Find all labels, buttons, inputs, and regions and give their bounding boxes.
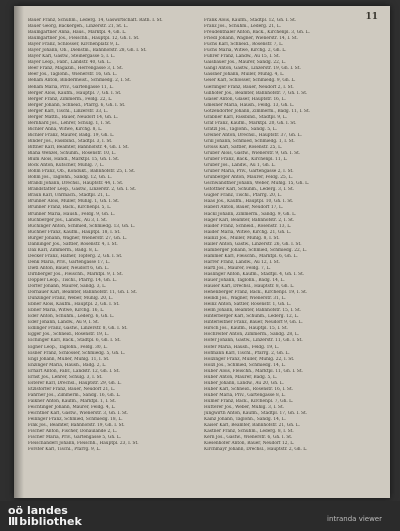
directory-entry: Brandl Johann, Drechsl., Hauptstr. 44, I. St. (28, 181, 124, 187)
directory-entry: Bichler Franz, Maurer, Badg. 19, Gh. L. (28, 132, 115, 138)
directory-entry: Bayer Leop., Fabr., Landstr. 40, Gh. L. (28, 60, 112, 66)
directory-entry: Gugler Franz, Tischl., Pfarrg. 20, L. (204, 193, 282, 199)
directory-entry: Hölzl Jos., Schmied, Schmiedg. 14, L. (204, 362, 286, 368)
directory-entry: Berger Franz, Zimmerm., Feldg. 22, L. (28, 96, 113, 102)
directory-entry: Hofmann Karl, Tischl., Pfarrg. 2, Gh. L. (204, 350, 290, 356)
directory-entry: Kirchmayr Johann, Drechsl., Hauptstr. 2, Gh. L. (204, 447, 308, 453)
directory-entry: Gruber Jos., Landw., Au 1, Gh. L. (204, 163, 276, 169)
directory-entry: Fischer Maria, Priv., Gartengasse 5, Gh. L. (28, 435, 122, 441)
directory-entry: Bauer Franz, Schuhm., Lederg. 14, Gaswirtschaft. Rath. I. St. (28, 18, 163, 23)
directory-entry: Hinterberger Karl, Schuhm., Lederg. 12, L. (204, 314, 299, 320)
directory-entry: Gaisbauer Jos., Maurer, Sandg. 22, L. (204, 60, 286, 66)
directory-entry: Hager Karl, Beamter, Bahnhofstr. 2, I. St. (204, 217, 295, 223)
directory-entry: Ebner Alois, Kaufm., Hauptpl. 2, Gh. I. St. (28, 302, 120, 308)
directory-entry: Braun Karl, Uhrmach., Stadtpl. 21, L. (28, 193, 110, 199)
directory-entry: Beham Maria, Priv., Gartengasse 11, L. (28, 84, 114, 90)
directory-entry: Dax Karl, Zimmerm., Badg. 8, L. (28, 247, 99, 253)
directory-entry: Dornauer Karl, Beamter, Bahnhofstr. 11, Gh. I. St. (28, 290, 138, 296)
directory-entry: Haller Anton, Gastw., Linzerstr. 26, Gh. I. St. (204, 241, 302, 247)
directory-entry: Beham Anton, Bindermeist., Schmiedg. 2, I. St. (28, 78, 132, 84)
directory-entry: Hartl Jos., Maurer, Feldg. 7, L. (204, 265, 271, 271)
directory-entry: Buchner Franz, Kaufm., Hauptpl. 18, I. St. (28, 229, 121, 235)
directory-entry: Eder Anton, Schuhm., Lederg. 6, Gh. L. (28, 314, 115, 320)
directory-entry: Eisner Franz, Schlosser, Schmiedg. 5, Gh. L. (28, 350, 126, 356)
directory-entry: Gruber Maria, Priv., Gartengasse 2, I. St. (204, 169, 294, 175)
directory-entry: Fischer Anton, Fischer, Donaulände 2, L. (28, 429, 118, 435)
directory-entry: Gschwandtner Johann, Weber, Mühlg. 15, Gh. L. (204, 181, 310, 187)
directory-entry: Graf Franz, Kaufm., Marktpl. 20, Gh. I. St. (204, 120, 297, 126)
directory-entry: Hirsch Jos., Kaufm., Hauptpl. 15, I. St. (204, 326, 288, 332)
directory-entry: Engl Johann, Müller, Mühlg. 11, I. St. (28, 356, 110, 362)
directory-entry: Feichtinger Johann, Maurer, Feldg. 4, L. (28, 405, 116, 410)
directory-entry: Hochreiter Anton, Zimmerm., Sandg. 28, L. (204, 332, 300, 338)
directory-entry: Blum Alois, Handl., Marktpl. 15, Gh. I. St. (28, 157, 120, 163)
directory-entry: Berger Johann, Schneid., Pfarrg. 6, Gh. I. St. (28, 102, 126, 108)
directory-entry: Ebner Maria, Witwe, Kirchg. 16, L. (28, 308, 105, 314)
directory-entry: Glaser Anton, Glaser, Hauptstr. 16, L. (204, 96, 286, 102)
directory-entry: Bayer Karl, Gastw., Steinergasse 5, I. L. (28, 54, 115, 60)
directory-entry: Gangl Anton, Gastw., Linzerstr. 19, Gh. I. St. (204, 66, 301, 72)
directory-entry: Haider Maria, Witwe, Kirchg. 21, Gh. L. (204, 229, 292, 235)
scanned-page (14, 6, 390, 498)
directory-entry: Heindl Jos., Wagner, Wienerstr. 31, L. (204, 296, 286, 302)
directory-entry: Berger Matth., Bauer, Neudorf 14, Gh. L. (28, 114, 118, 120)
directory-entry: Fuchs Maria, Witwe, Kirchg. 2, Gh. L. (204, 48, 287, 54)
directory-entry: Harrer Franz, Landw., Au 12, I. St. (204, 259, 280, 265)
directory-entry: Blaha Wenzel, Schuhm., Rosenstr. 10, L. (28, 151, 116, 157)
directory-entry: Eigner Leop., Taglöhn., Feldg. 30, L. (28, 344, 108, 350)
directory-entry: Hutterer Jos., Weber, Mühlg. 3, I. St. (204, 405, 285, 410)
directory-entry: Huber Karl, Schneid., Rosenstr. 16, I. St. (204, 386, 294, 392)
directory-entry: Brunner Maria, Haush., Feldg. 9, Gh. L. (28, 211, 115, 217)
directory-entry: Gstöttner Karl, Schuhm., Lederg. 3, I. St. (204, 187, 295, 193)
directory-entry: Baumgartner Jos., Fleischh., Hauptpl. 12, Gh. I. St. (28, 36, 140, 42)
directory-entry: Berger Karl, Tischl., Linzerstr. 33, L. (28, 108, 109, 114)
directory-entry: Huber Anton, Maurer, Badg. 5, L. (204, 374, 278, 380)
directory-entry: Hammer Karl, Fleischh., Marktpl. 6, Gh. L. (204, 253, 298, 259)
directory-entry: Heinz Anton, Sattler, Rosenstr. 1, Gh. L. (204, 302, 292, 308)
directory-entry: Feichtner Karl, Gastw., Wienerstr. 3, Gh. I. St. (28, 411, 129, 417)
directory-entry: Franz Jos., Schuhm., Lederg. 21, L. (204, 24, 282, 30)
directory-entry: Dorfer Johann, Maurer, Sandg. 3, L. (28, 284, 107, 290)
viewer-footer (0, 501, 400, 531)
directory-entry: Kiesenhofer Anton, Bauer, Neudorf 12, L. (204, 441, 295, 447)
directory-entry: Führer Franz, Landw., Au 15, I. St. (204, 54, 280, 60)
directory-entry: Humer Franz, Bäck., Kirchenpl. 7, Gh. L. (204, 398, 294, 404)
directory-entry: Doppler Leop., Tischl., Pfarrg. 14, Gh. L. (28, 278, 117, 284)
directory-entry: Grünberger Anton, Maurer, Feldg. 25, L. (204, 175, 293, 181)
directory-entry: Grill Johann, Schmied, Schmiedg. 1, I. St. (204, 138, 295, 144)
directory-entry: Jungwirth Anton, Kaufm., Stadtpl. 17, Gh. I. St. (204, 411, 308, 417)
directory-entry: Geier Karl, Schlosser, Schmiedg. 9, Gh. L. (204, 78, 296, 84)
directory-entry: Eichinger Karl, Bäck., Stadtpl. 6, Gh. I. St. (28, 338, 121, 344)
directory-entry: Brandstätter Leop., Gastw., Linzerstr. 2, Gh. I. St. (28, 187, 137, 193)
directory-entry: Esterer Karl, Drechsl., Hauptstr. 29, Gh. L. (28, 380, 122, 386)
directory-entry: Kainz Johann, Taglöhn., Sandg. 14, L. (204, 417, 286, 423)
directory-entry: Böhm Jos., Taglöhn., Sandg. 12, Gh. L. (28, 175, 112, 181)
directory-entry: Hainzl Jos., Müller, Mühlg. 8, I. St. (204, 235, 280, 241)
directory-entry: Beer Jos., Taglohn., Wienerstr. 16, Gh. L. (28, 72, 117, 78)
directory-entry: Friedl Johann, Wagner, Wienerstr. 14, I. St. (204, 36, 298, 42)
directory-entry: Kaiser Karl, Beamter, Bahnhofstr. 21, Gh. L. (204, 423, 300, 429)
directory-entry: Huber Maria, Priv., Gartengasse 8, L. (204, 392, 286, 398)
directory-entry: Groiss Karl, Sattler, Rosenstr. 25, L. (204, 144, 283, 150)
page-number: 11 (365, 12, 378, 22)
right-column (204, 18, 370, 453)
directory-entry: Baumgartner Anna, Haus., Marktpl. 4, Gh. L. (28, 30, 127, 36)
directory-entry: Etzlstorfer Franz, Bauer, Neudorf 21, L. (28, 386, 116, 392)
directory-entry: Bauer Georg, Backergeh., Linzerstr. 21, St. L. (28, 24, 128, 30)
directory-entry: Huber Johann, Landw., Au 20, Gh. L. (204, 380, 284, 386)
directory-entry: Fuchs Karl, Schneid., Rosenstr. 7, L. (204, 42, 284, 48)
directory-entry: Götzendorfer Johann, Zimmerm., Badg. 11, I. St. (204, 108, 311, 114)
directory-entry: Brunner Franz, Bäck., Kirchenpl. 5, L. (28, 205, 112, 211)
directory-entry: Bittner Karl, Beamter, Bahnhofstr. 4, Gh. I. St. (28, 144, 129, 150)
directory-entry: Dunzinger Franz, Weber, Mühlg. 20, L. (28, 296, 113, 302)
directory-entry: Hackl Johann, Zimmerm., Sandg. 9, Gh. L. (204, 211, 297, 217)
left-column (28, 18, 194, 453)
directory-entry: Enzinger Maria, Haush., Badg. 2, L. (28, 362, 107, 368)
logo-line-1: oö landes (8, 504, 68, 517)
directory-entry: Berger Alois, Kaufm., Hauptpl. 7, Gh. I. St. (28, 90, 122, 96)
directory-entry: Eder Johann, Landw., Au 9, I. St. (28, 320, 100, 326)
directory-entry: Gmeiner Maria, Haush., Feldg. 13, Gh. L. (204, 102, 295, 108)
directory-entry: Freudenthaler Anton, Bäck., Kirchenpl. 3, Gh. L. (204, 30, 310, 36)
directory-entry: Buchinger Anton, Schmied, Schmiedg. 13, Gh. L. (28, 223, 135, 229)
directory-entry: Fahrner Jos., Zimmerm., Sandg. 16, Gh. L. (28, 392, 121, 398)
directory-entry: Dirnberger Jos., Fleischh., Marktpl. 9, I. St. (28, 271, 123, 277)
directory-entry: Frank Alois, Kaufm., Stadtpl. 12, Gh. I. St. (204, 18, 297, 23)
directory-entry: Gassner Johann, Müller, Mühlg. 4, L. (204, 72, 285, 78)
directory-entry: Brunner Alois, Müller, Mühlg. 1, Gh. I. St. (28, 199, 120, 205)
directory-entry: Hamberger Johann, Schmied, Schmiedg. 22, L. (204, 247, 307, 253)
directory-entry: Hehenberger Franz, Bäck., Kirchenpl. 19, I. St. (204, 290, 308, 296)
directory-entry: Hauser Karl, Drechsl., Hauptstr. 8, Gh. L. (204, 284, 295, 290)
directory-entry: Bayer Franz, Schlosser, Kirchenplatz 9, L. (28, 42, 120, 48)
directory-entry: Haider Franz, Schneid., Rosenstr. 13, L. (204, 223, 292, 229)
directory-entry: Falkner Anton, Kaufm., Marktpl. 1, I. St. (28, 398, 117, 404)
directory-entry: Haslinger Anton, Kaufm., Stadtpl. 4, Gh. I. St. (204, 271, 305, 277)
directory-entry: Huber Alois, Fleischh., Marktpl. 11, Gh. I. St. (204, 368, 303, 374)
directory-entry: Bernhard Jos., Lehrer, Schulg. 1, I. St. (28, 120, 112, 126)
directory-entry: Erhart Anton, Fabr., Landstr. 12, Gh. I. St. (28, 368, 120, 374)
directory-entry: Hofer Johann, Gastw., Linzerstr. 11, Gh. I. St. (204, 338, 303, 344)
library-logo[interactable] (8, 505, 82, 527)
directory-entry: Danninger Jos., Sattler, Rosenstr. 4, I. St. (28, 241, 118, 247)
directory-entry: Fellinger Franz, Schmied, Schmiedg. 18, L. (28, 417, 123, 423)
directory-entry: Decker Franz, Hafner, Töpferg. 2, Gh. I. St. (28, 253, 123, 259)
directory-entry: Edlinger Franz, Gastw., Linzerstr. 8, Gh. I. St. (28, 326, 128, 332)
directory-entry: Gillhofer Jos., Beamter, Bahnhofstr. 7, Gh. I. St. (204, 90, 308, 96)
directory-entry: Gratzl Jos., Taglöhn., Sandg. 5, L. (204, 126, 278, 132)
directory-entry: Forster Karl, Tischl., Pfarrg. 9, L. (28, 447, 101, 453)
page-gutter-shadow (14, 6, 24, 498)
directory-entry: Helm Johann, Beamter, Bahnhofstr. 15, I. St. (204, 308, 302, 314)
logo-bars-icon: III (8, 515, 18, 528)
directory-entry: Ernst Jos., Lehrer, Schulg. 3, I. St. (28, 374, 103, 380)
directory-entry: Kastner Franz, Schuhm., Lederg. 8, I. St. (204, 429, 294, 435)
directory-entry: Denk Maria, Priv., Gartengasse 17, L. (28, 259, 110, 265)
directory-entry: Gierlinger Franz, Bauer, Neudorf 2, I. St. (204, 84, 294, 90)
directory-entry: Beer Franz, Magazin., Herrengasse 3, I. St. (28, 66, 124, 72)
directory-entry: Haberl Anton, Bauer, Neudorf 17, L. (204, 205, 284, 211)
directory-entry: Holzinger Franz, Müller, Mühlg. 22, I. St. (204, 356, 295, 362)
directory-entry: Hinterleitner Franz, Bauer, Neudorf 9, Gh. L. (204, 320, 303, 326)
logo-line-2: bibliothek (19, 515, 82, 528)
directory-entry: Dietl Anton, Bauer, Neudorf 6, Gh. L. (28, 265, 109, 271)
directory-entry: Egger Jos., Schneid., Rosenstr. 19, L. (28, 332, 109, 338)
directory-entry: Bayer Johann, Ob., Dienstm., Bahnhofstr. 28, Gh. I. St. (28, 48, 147, 54)
directory-entry: Kern Jos., Gastw., Wienerstr. 6, Gh. I. St. (204, 435, 293, 441)
directory-entry: Böhm Franz, Ob., Kondukt., Bahnhofstr. 25, I. St. (28, 169, 136, 175)
viewer-label[interactable]: intranda viewer (327, 515, 382, 523)
directory-entry: Greiner Anton, Drechsl., Hauptstr. 37, Gh. L. (204, 132, 302, 138)
directory-entry: Fleischanderl Johann, Fleischh., Hauptpl. 23, I. St. (28, 441, 139, 447)
directory-entry: Hofer Maria, Haush., Feldg. 19, L. (204, 344, 280, 350)
directory-entry: Burger Johann, Wagner, Wienerstr. 27, Gh. L. (28, 235, 127, 241)
directory-entry: Bock Anton, Kutscher, Mühlg. 7, L. (28, 163, 105, 169)
directory-entry: Grabner Karl, Fassbind., Stadtpl. 9, L. (204, 114, 288, 120)
directory-entry: Gruber Franz, Bäck., Kirchenpl. 11, L. (204, 157, 288, 163)
directory-entry: Hauer Johann, Taglöhn., Badg. 14, L. (204, 278, 285, 284)
directory-entry: Gruber Alois, Gastw., Wienerstr. 9, Gh. I. St. (204, 151, 301, 157)
directory-entry: Binder Jos., Fassbind., Stadtpl. 3, I. St. (28, 138, 113, 144)
directory-entry: Fink Jos., Beamter, Bahnhofstr. 19, Gh. I. St. (28, 423, 125, 429)
directory-entry: Haas Jos., Kaufm., Hauptpl. 10, Gh. I. St. (204, 199, 294, 205)
directory-entry: Buchberger Jos., Landw., Au 3, I. St. (28, 217, 108, 223)
directory-entry: Bichler Anna, Witwe, Kirchg. 8, L. (28, 126, 103, 132)
